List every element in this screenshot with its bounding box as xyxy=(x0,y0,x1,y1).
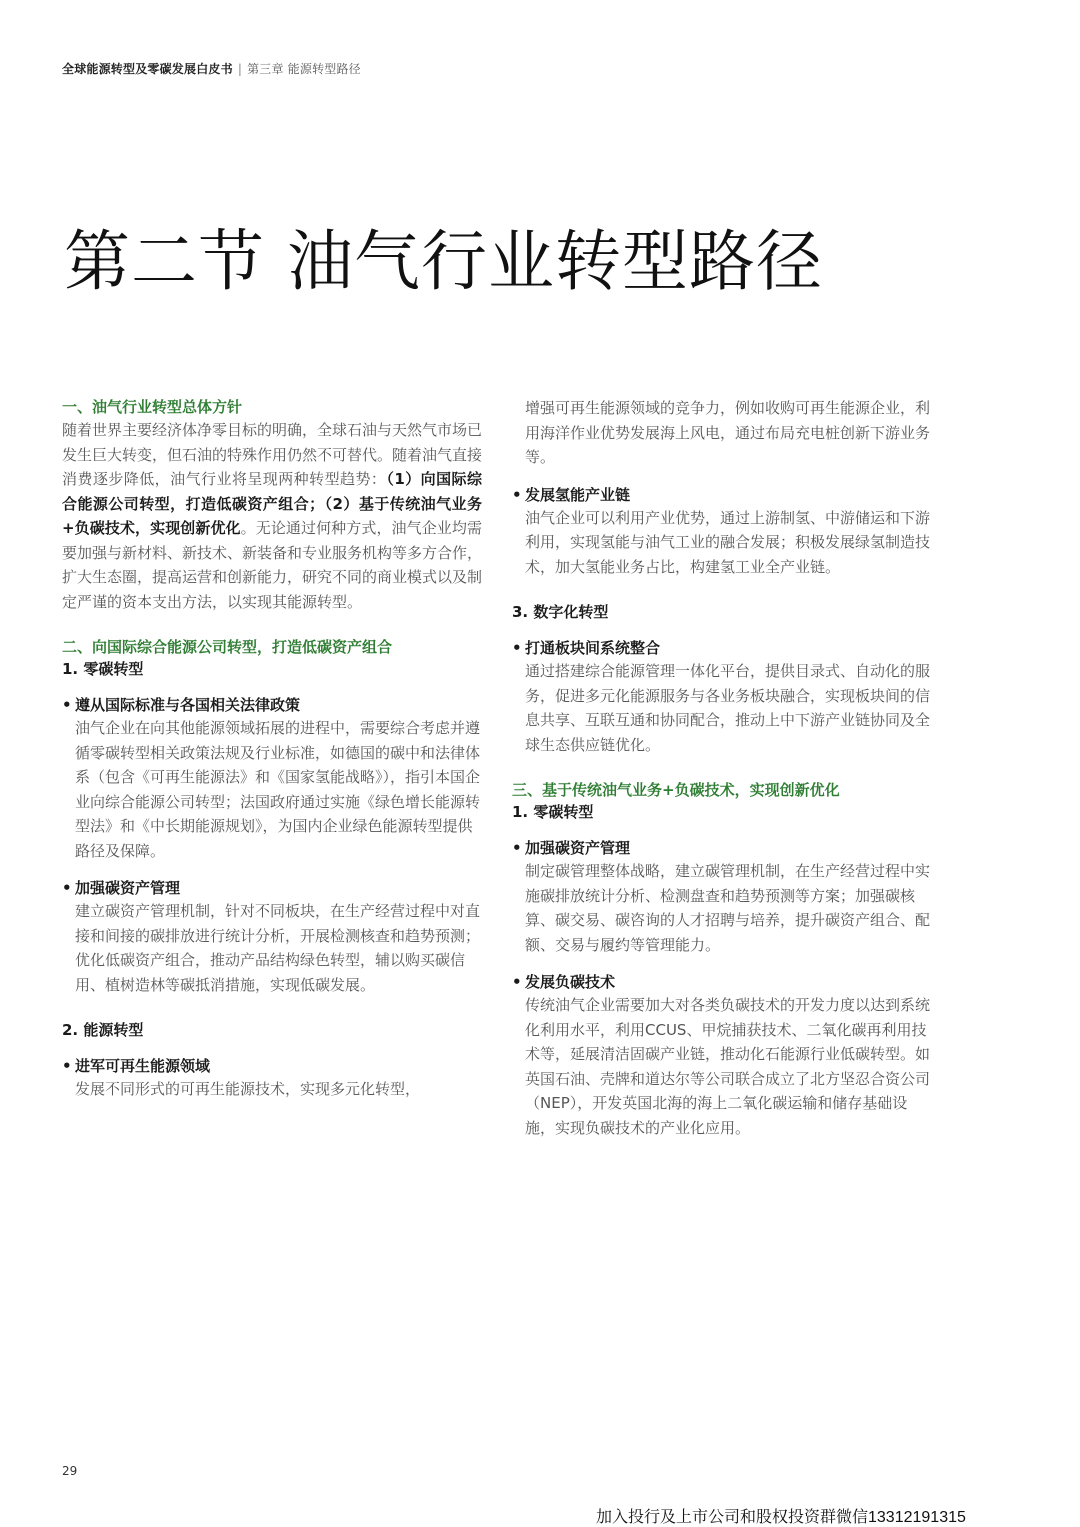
running-header xyxy=(62,60,361,77)
chapter-title: 第三章 能源转型路径 xyxy=(247,62,361,76)
bullet-body: 通过搭建综合能源管理一体化平台，提供目录式、自动化的服务，促进多元化能源服务与各业务板块融合，实现板块间的信息共享、互联互通和协同配合，推动上中下游产业链协同及全球生态供应链优化。 xyxy=(525,662,931,754)
bullet-item xyxy=(62,1055,482,1102)
bullet-body: 油气企业可以利用产业优势，通过上游制氢、中游储运和下游利用，实现氢能与油气工业的融合发展；积极发展绿氢制造技术，加大氢能业务占比，构建氢工业全产业链。 xyxy=(525,508,931,576)
bullet-title: • 进军可再生能源领域 xyxy=(62,1055,482,1077)
right-column xyxy=(512,396,932,1140)
left-column xyxy=(62,396,482,1102)
bullet-item xyxy=(512,837,932,957)
bullet-item xyxy=(512,637,932,757)
bullet-item xyxy=(512,971,932,1140)
bullet-body: 建立碳资产管理机制，针对不同板块，在生产经营过程中对直接和间接的碳排放进行统计分析，开展检测核查和趋势预测；优化低碳资产组合，推动产品结构绿色转型，辅以购买碳信用、植树造林等碳抵消措施，实现低碳发展。 xyxy=(75,902,481,994)
subsection-heading: 3. 数字化转型 xyxy=(512,603,609,621)
section-1-heading: 一、油气行业转型总体方针 xyxy=(62,398,243,416)
para-text: 。无论通过何种方式，油气企业均需要加强与新材料、新技术、新装备和专业服务机构等多方合作，扩大生态圈，提高运营和创新能力，研究不同的商业模式以及制定严谨的资本支出方法，以实现其能源转型。 xyxy=(62,519,483,611)
page-title: 第二节 油气行业转型路径 xyxy=(64,223,823,300)
bullet-title: • 加强碳资产管理 xyxy=(512,837,932,859)
section-3-heading: 三、基于传统油气业务+负碳技术，实现创新优化 xyxy=(512,781,840,799)
bullet-title: • 发展氢能产业链 xyxy=(512,484,932,506)
subsection-heading: 1. 零碳转型 xyxy=(512,803,594,821)
bullet-title: • 发展负碳技术 xyxy=(512,971,932,993)
para-emphasis: （1）向国际综合能源公司转型，打造低碳资产组合；（2）基于传统油气业务+负碳技术，实现创新优化 xyxy=(62,470,482,537)
bullet-item xyxy=(62,694,482,863)
bullet-body: 发展不同形式的可再生能源技术，实现多元化转型， xyxy=(75,1080,421,1098)
bullet-title: • 遵从国际标准与各国相关法律政策 xyxy=(62,694,482,716)
bullet-title: • 打通板块间系统整合 xyxy=(512,637,932,659)
subsection-heading: 2. 能源转型 xyxy=(62,1021,144,1039)
bullet-body: 油气企业在向其他能源领域拓展的进程中，需要综合考虑并遵循零碳转型相关政策法规及行业标准，如德国的碳中和法律体系（包含《可再生能源法》和《国家氢能战略》），指引本国企业向综合能源公司转型；法国政府通过实施《绿色增长能源转型法》和《中长期能源规划》，为国内企业绿色能源转型提供路径及保障。 xyxy=(75,719,481,860)
bullet-body: 传统油气企业需要加大对各类负碳技术的开发力度以达到系统化利用水平，利用CCUS、甲烷捕获技术、二氧化碳再利用技术等，延展清洁固碳产业链，推动化石能源行业低碳转型。如英国石油、壳牌和道达尔等公司联合成立了北方坚忍合资公司（NEP），开发英国北海的海上二氧化碳运输和储存基础设施，实现负碳技术的产业化应用。 xyxy=(525,996,931,1137)
bullet-title: • 加强碳资产管理 xyxy=(62,877,482,899)
bullet-item xyxy=(62,877,482,997)
book-title: 全球能源转型及零碳发展白皮书 xyxy=(62,62,233,76)
bullet-body-continued: 增强可再生能源领域的竞争力，例如收购可再生能源企业，利用海洋作业优势发展海上风电，通过布局充电桩创新下游业务等。 xyxy=(525,399,931,466)
bullet-body: 制定碳管理整体战略，建立碳管理机制，在生产经营过程中实施碳排放统计分析、检测盘查和趋势预测等方案；加强碳核算、碳交易、碳咨询的人才招聘与培养，提升碳资产组合、配额、交易与履约等管理能力。 xyxy=(525,862,931,954)
header-separator: | xyxy=(237,62,243,76)
page-number: 29 xyxy=(62,1464,78,1478)
section-1-paragraph xyxy=(62,418,482,614)
section-2-heading: 二、向国际综合能源公司转型，打造低碳资产组合 xyxy=(62,638,393,656)
subsection-heading: 1. 零碳转型 xyxy=(62,660,144,678)
bullet-item xyxy=(512,484,932,580)
footer-watermark-text: 加入投行及上市公司和股权投资群微信13312191315 xyxy=(596,1509,966,1526)
para-text: 随着世界主要经济体净零目标的明确，全球石油与天然气市场已发生巨大转变，但石油的特殊作用仍然不可替代。随着油气直接消费逐步降低，油气行业将呈现两种转型趋势： xyxy=(62,421,483,488)
